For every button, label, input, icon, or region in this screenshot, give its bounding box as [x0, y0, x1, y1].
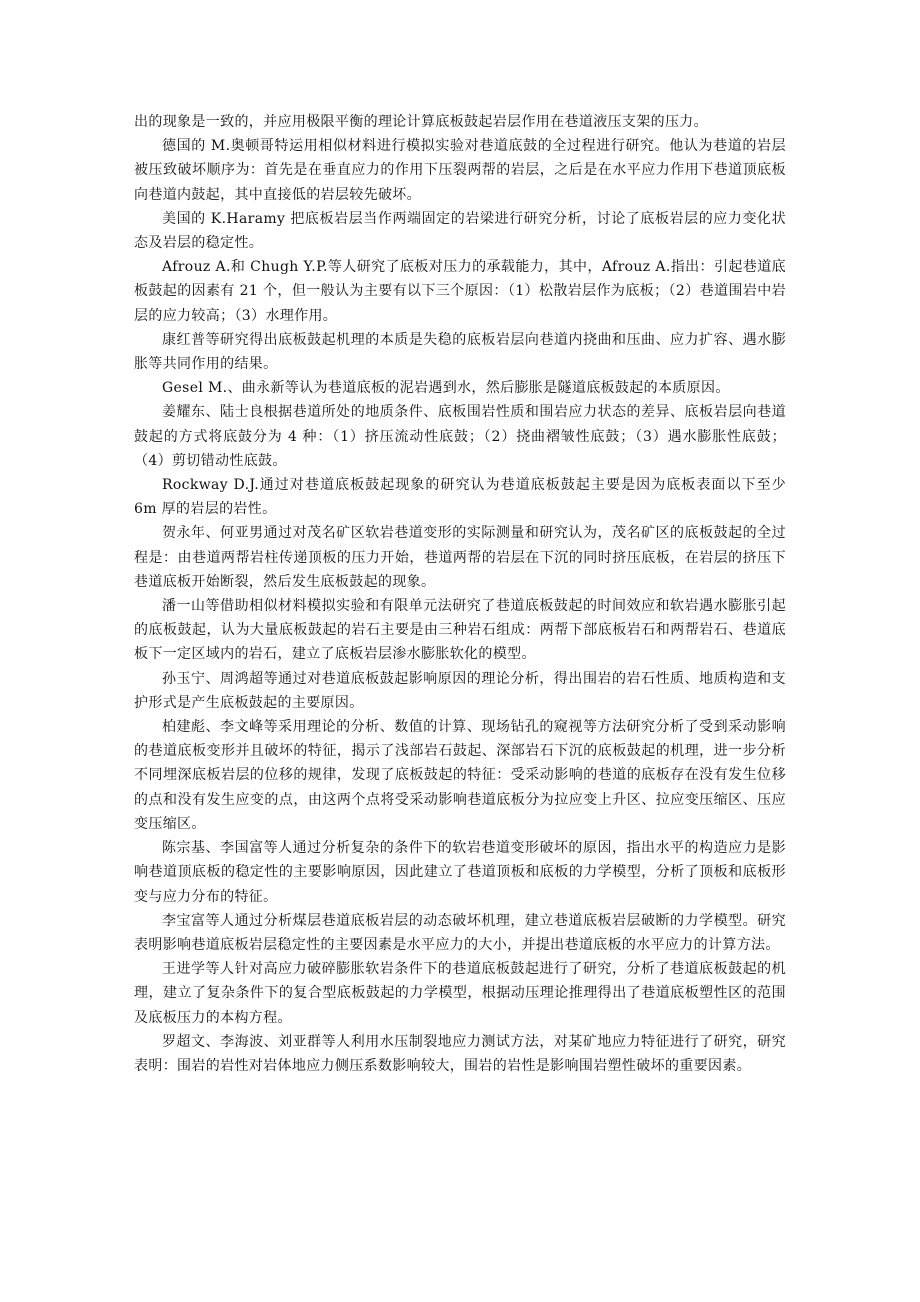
paragraph: 康红普等研究得出底板鼓起机理的本质是失稳的底板岩层向巷道内挠曲和压曲、应力扩容、遇水膨胀等共同作用的结果。: [134, 331, 786, 373]
paragraph: Rockway D.J.通过对巷道底板鼓起现象的研究认为巷道底板鼓起主要是因为底板表面以下至少 6m 厚的岩层的岩性。: [134, 477, 786, 518]
paragraph: 李宝富等人通过分析煤层巷道底板岩层的动态破坏机理，建立巷道底板岩层破断的力学模型。研究表明影响巷道底板岩层稳定性的主要因素是水平应力的大小，并提出巷道底板的水平应力的计算方法。: [134, 912, 786, 953]
paragraph: 柏建彪、李文峰等采用理论的分析、数值的计算、现场钻孔的窥视等方法研究分析了受到采动影响的巷道底板变形并且破坏的特征，揭示了浅部岩石鼓起、深部岩石下沉的底板鼓起的机理，进一步分析不同埋深底板岩层的位移的规律，发现了底板鼓起的特征：受采动影响的巷道的底板存在没有发生位移的点和没有发生应变的点，由这两个点将受采动影响巷道底板分为拉应变上升区、拉应变压缩区、压应变压缩区。: [134, 719, 786, 832]
paragraph: 孙玉宁、周鸿超等通过对巷道底板鼓起影响原因的理论分析，得出围岩的岩石性质、地质构造和支护形式是产生底板鼓起的主要原因。: [134, 670, 786, 711]
paragraph: 美国的 K.Haramy 把底板岩层当作两端固定的岩梁进行研究分析，讨论了底板岩层的应力变化状态及岩层的稳定性。: [134, 210, 786, 252]
paragraph: 德国的 M.奥顿哥特运用相似材料进行模拟实验对巷道底鼓的全过程进行研究。他认为巷道的岩层被压致破坏顺序为：首先是在垂直应力的作用下压裂两帮的岩层，之后是在水平应力作用下巷道顶底板向巷道内鼓起，其中直接低的岩层较先破坏。: [134, 138, 786, 203]
paragraph: 潘一山等借助相似材料模拟实验和有限单元法研究了巷道底板鼓起的时间效应和软岩遇水膨胀引起的底板鼓起，认为大量底板鼓起的岩石主要是由三种岩石组成：两帮下部底板岩石和两帮岩石、巷道底板下一定区域内的岩石，建立了底板岩层渗水膨胀软化的模型。: [134, 598, 786, 663]
paragraph: 王进学等人针对高应力破碎膨胀软岩条件下的巷道底板鼓起进行了研究，分析了巷道底板鼓起的机理，建立了复杂条件下的复合型底板鼓起的力学模型，根据动压理论推理得出了巷道底板塑性区的范围及底板压力的本构方程。: [134, 961, 786, 1026]
paragraph: 罗超文、李海波、刘亚群等人利用水压制裂地应力测试方法，对某矿地应力特征进行了研究，研究表明：围岩的岩性对岩体地应力侧压系数影响较大，围岩的岩性是影响围岩塑性破坏的重要因素。: [134, 1033, 786, 1074]
paragraph: Afrouz A.和 Chugh Y.P.等人研究了底板对压力的承载能力，其中，Afrouz A.指出：引起巷道底板鼓起的因素有 21 个，但一般认为主要有以下三个原因：（1）松散岩层作为底板；（2）巷道围岩中岩层的应力较高；（3）水理作用。: [134, 259, 786, 324]
paragraph: 姜耀东、陆士良根据巷道所处的地质条件、底板围岩性质和围岩应力状态的差异、底板岩层向巷道鼓起的方式将底鼓分为 4 种：（1）挤压流动性底鼓；（2）挠曲褶皱性底鼓；（3）遇水膨胀性底鼓；（4）剪切错动性底鼓。: [134, 404, 786, 469]
paragraph: 陈宗基、李国富等人通过分析复杂的条件下的软岩巷道变形破坏的原因，指出水平的构造应力是影响巷道顶底板的稳定性的主要影响原因，因此建立了巷道顶板和底板的力学模型，分析了顶板和底板形变与应力分布的特征。: [134, 840, 786, 905]
paragraph: Gesel M.、曲永新等认为巷道底板的泥岩遇到水，然后膨胀是隧道底板鼓起的本质原因。: [162, 380, 730, 397]
paragraph: 贺永年、何亚男通过对茂名矿区软岩巷道变形的实际测量和研究认为，茂名矿区的底板鼓起的全过程是：由巷道两帮岩柱传递顶板的压力开始，巷道两帮的岩层在下沉的同时挤压底板，在岩层的挤压下巷道底板开始断裂，然后发生底板鼓起的现象。: [134, 525, 786, 590]
document-body: [134, 110, 786, 1078]
paragraph: 出的现象是一致的，并应用极限平衡的理论计算底板鼓起岩层作用在巷道液压支架的压力。: [134, 114, 708, 130]
